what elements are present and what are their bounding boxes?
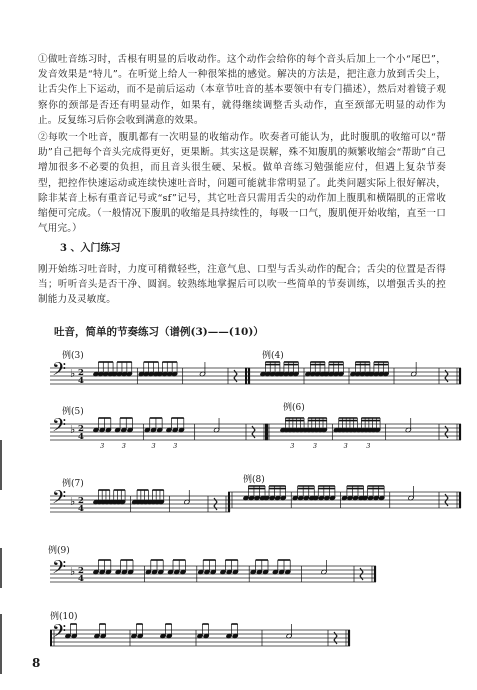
flat-key-signature: ♭	[70, 422, 76, 436]
staff-example-7	[50, 486, 230, 522]
staff-example-3	[50, 358, 250, 394]
bass-clef-icon: 𝄢	[52, 487, 67, 513]
flat-key-signature: ♭	[70, 366, 76, 380]
bass-clef-icon: 𝄢	[52, 359, 67, 385]
staff-example-9	[50, 556, 376, 592]
paragraph-2: ②每吹一个吐音，腹肌都有一次明显的收缩动作。吹奏者可能认为，此时腹肌的收缩可以“帮助”自己把每个音头完成得更好，更果断。其实这是误解，殊不知腹肌的频繁收缩会“帮助”自己增加很多不必要的负担，而且音头很生硬、呆板。做单音练习勉强能应付，但遇上复杂节奏型，把控作快速运动或连续快速吐音时，问题可能就非常明显了。此类问题实际上很好解决，除非某音上标有重音记号或“sf”记号，其它吐音只需用舌尖的动作加上腹肌和横隔肌的正常收缩便可完成。（一般情况下腹肌的收缩是具持续性的，每吸一口气，腹肌便开始收缩，直至一口气用完。）	[38, 132, 446, 235]
staff-example-10	[50, 620, 350, 656]
bass-clef-icon: 𝄢	[52, 415, 67, 441]
triplet-mark: 3	[121, 442, 126, 450]
example-label: 例(7)	[62, 479, 84, 489]
bass-clef-icon: 𝄢	[52, 557, 67, 583]
time-signature-bottom: 4	[78, 504, 84, 514]
time-signature-top: 2	[78, 424, 84, 434]
staff-example-4	[245, 358, 461, 394]
time-signature-bottom: 4	[78, 574, 84, 584]
triplet-mark: 3	[312, 442, 318, 450]
example-label: 例(8)	[243, 475, 265, 485]
time-signature-bottom: 4	[78, 376, 84, 386]
bass-clef-icon: 𝄢	[52, 621, 67, 647]
section-heading: 3 、入门练习	[60, 243, 121, 254]
staff-example-5	[50, 414, 268, 450]
binding-shadow	[0, 440, 2, 490]
binding-shadow	[0, 548, 2, 588]
time-signature-top: 2	[78, 566, 84, 576]
triplet-mark: 3	[151, 442, 156, 450]
example-label: 例(6)	[283, 403, 305, 413]
example-label: 例(5)	[62, 407, 84, 417]
triplet-mark: 3	[173, 442, 178, 450]
staff-example-8	[228, 482, 461, 518]
example-label: 例(10)	[50, 612, 78, 622]
flat-key-signature: ♭	[70, 494, 76, 508]
triplet-mark: 3	[366, 442, 371, 450]
example-label: 例(3)	[62, 351, 84, 361]
time-signature-top: 2	[78, 496, 84, 506]
example-label: 例(9)	[48, 546, 70, 556]
flat-key-signature: ♭	[70, 564, 76, 578]
triplet-mark: 3	[290, 442, 295, 450]
triplet-mark: 3	[100, 442, 105, 450]
paragraph-1: ①做吐音练习时，舌根有明显的后收动作。这个动作会给你的每个音头后加上一个小“尾巴”，发音效果是“特儿”。在听觉上给人一种很笨拙的感觉。解决的方法是，把注意力放到舌尖上，让舌尖作上下运动，而不是前后运动（本章节吐音的基本要领中有专门描述），然后对着镜子观察你的颈部是否还有明显动作，如果有，就得继续调整舌头动作，直至颈部无明显的动作为止。反复练习后你会收到满意的效果。	[38, 54, 446, 126]
staff-example-6	[265, 414, 461, 450]
triplet-mark: 3	[343, 442, 348, 450]
binding-shadow	[0, 614, 2, 674]
paragraph-3: 刚开始练习吐音时，力度可稍微轻些，注意气息、口型与舌头动作的配合；舌尖的位置是否得当；听听音头是否干净、圆润。较熟练地掌握后可以吹一些简单的节奏训练，以增强舌头的控制能力及灵敏度。	[38, 264, 446, 306]
page-number: 8	[32, 656, 41, 670]
example-label: 例(4)	[262, 351, 284, 361]
time-signature-top: 2	[78, 368, 84, 378]
time-signature-bottom: 4	[78, 432, 84, 442]
exercise-title: 吐音，简单的节奏练习（谱例(3)——(10)）	[54, 326, 264, 338]
